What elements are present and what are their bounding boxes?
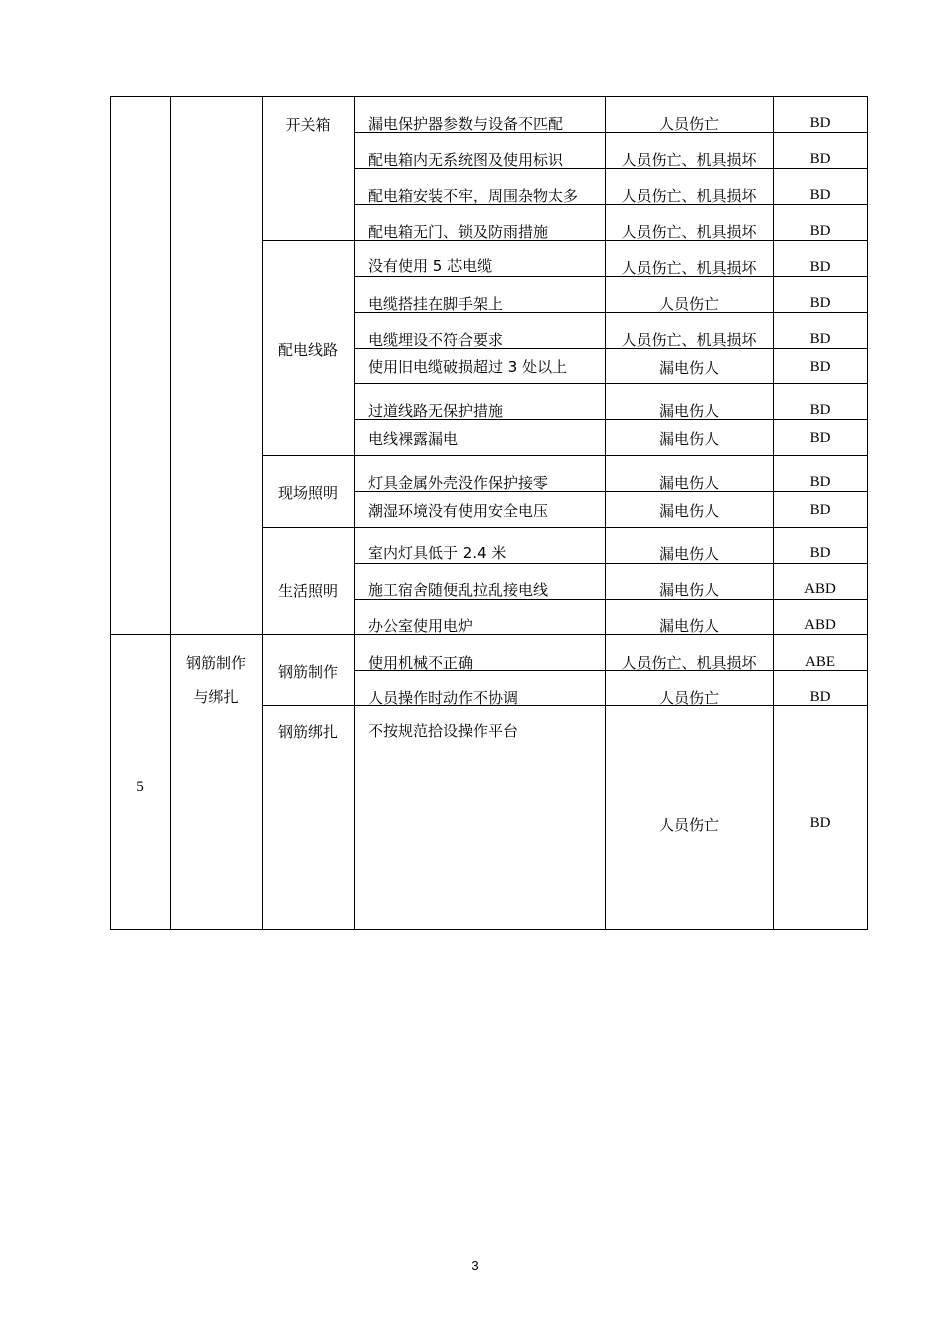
hazard-cell: 室内灯具低于 2.4 米 [368, 544, 507, 562]
hazard-cell: 电缆搭挂在脚手架上 [368, 295, 504, 313]
hazard-cell: 配电箱安装不牢，周围杂物太多 [368, 187, 579, 205]
code-cell: ABD [804, 581, 836, 597]
consequence-cell: 漏电伤人 [658, 359, 720, 377]
hazard-cell: 配电箱无门、锁及防雨措施 [368, 223, 549, 241]
hazard-cell: 办公室使用电炉 [368, 617, 474, 635]
code-cell: BD [809, 115, 831, 131]
consequence-cell: 人员伤亡、机具损坏 [621, 654, 757, 672]
section-name-site-lighting: 现场照明 [277, 484, 339, 502]
consequence-cell: 人员伤亡 [658, 689, 720, 707]
consequence-cell: 人员伤亡 [658, 295, 720, 313]
consequence-cell: 漏电伤人 [658, 545, 720, 563]
code-cell: BD [809, 402, 831, 418]
hazard-cell: 漏电保护器参数与设备不匹配 [368, 115, 564, 133]
hazard-cell: 使用机械不正确 [368, 654, 474, 672]
hazard-cell: 没有使用 5 芯电缆 [368, 257, 493, 275]
hazard-cell: 电线裸露漏电 [368, 430, 459, 448]
consequence-cell: 漏电伤人 [658, 402, 720, 420]
consequence-cell: 人员伤亡 [658, 816, 720, 834]
consequence-cell: 漏电伤人 [658, 474, 720, 492]
code-cell: BD [809, 689, 831, 705]
code-cell: BD [809, 259, 831, 275]
consequence-cell: 漏电伤人 [658, 617, 720, 635]
hazard-cell: 过道线路无保护措施 [368, 402, 504, 420]
section-name-rebar-binding: 钢筋绑扎 [277, 723, 339, 741]
consequence-cell: 人员伤亡、机具损坏 [621, 223, 757, 241]
code-cell: BD [809, 359, 831, 375]
consequence-cell: 漏电伤人 [658, 502, 720, 520]
section-name-rebar-fabrication: 钢筋制作 [277, 663, 339, 681]
code-cell: BD [809, 223, 831, 239]
consequence-cell: 人员伤亡、机具损坏 [621, 259, 757, 277]
hazard-cell: 灯具金属外壳没作保护接零 [368, 474, 549, 492]
code-cell: BD [809, 187, 831, 203]
hazard-cell: 施工宿舍随便乱拉乱接电线 [368, 581, 549, 599]
code-cell: BD [809, 430, 831, 446]
hazard-cell: 人员操作时动作不协调 [368, 689, 519, 707]
consequence-cell: 漏电伤人 [658, 581, 720, 599]
code-cell: ABE [805, 654, 835, 670]
hazard-cell: 配电箱内无系统图及使用标识 [368, 151, 564, 169]
section-name-living-lighting: 生活照明 [277, 582, 339, 600]
hazard-cell: 潮湿环境没有使用安全电压 [368, 502, 549, 520]
group-category: 钢筋制作与绑扎 [185, 654, 246, 706]
consequence-cell: 漏电伤人 [658, 430, 720, 448]
page-number: 3 [471, 1258, 479, 1273]
code-cell: ABD [804, 617, 836, 633]
code-cell: BD [809, 545, 831, 561]
section-name-distribution-lines: 配电线路 [277, 341, 339, 359]
code-cell: BD [809, 331, 831, 347]
code-cell: BD [809, 295, 831, 311]
code-cell: BD [809, 815, 831, 831]
hazard-cell: 不按规范拾设操作平台 [368, 722, 519, 740]
code-cell: BD [809, 151, 831, 167]
consequence-cell: 人员伤亡、机具损坏 [621, 331, 757, 349]
group-number: 5 [136, 779, 144, 795]
code-cell: BD [809, 474, 831, 490]
consequence-cell: 人员伤亡、机具损坏 [621, 187, 757, 205]
hazard-cell: 使用旧电缆破损超过 3 处以上 [368, 358, 568, 376]
section-name-switch-box: 开关箱 [285, 116, 331, 134]
code-cell: BD [809, 502, 831, 518]
consequence-cell: 人员伤亡 [658, 115, 720, 133]
hazard-cell: 电缆埋设不符合要求 [368, 331, 504, 349]
consequence-cell: 人员伤亡、机具损坏 [621, 151, 757, 169]
